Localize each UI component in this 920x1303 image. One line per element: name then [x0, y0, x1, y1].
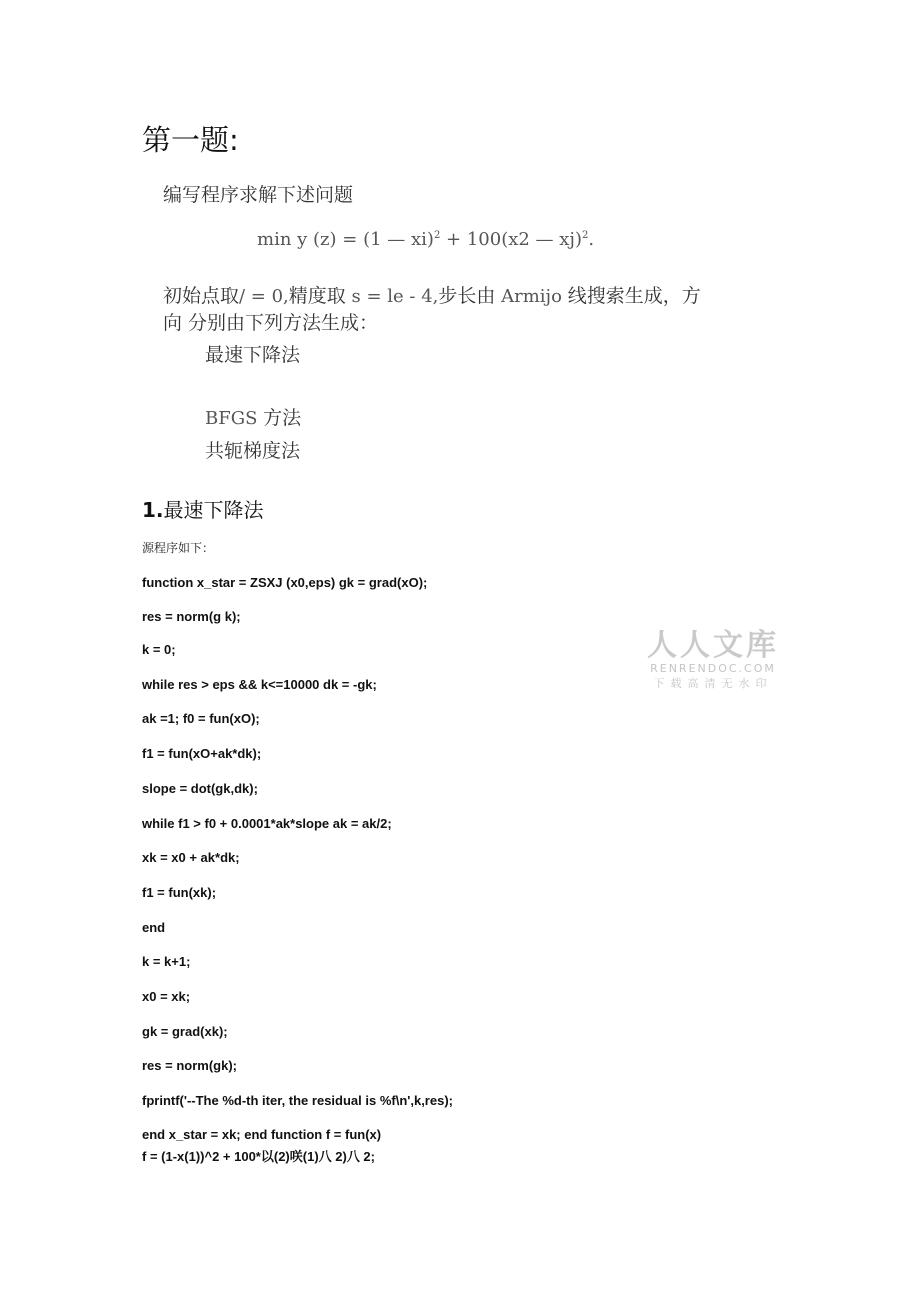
method-bfgs: [205, 403, 301, 430]
formula-part-1: min y (z) = (1 — xi): [257, 229, 434, 250]
code-line: end: [142, 920, 166, 935]
code-line: xk = x0 + ak*dk;: [142, 850, 240, 865]
cond-b: / = 0,: [239, 286, 289, 307]
code-line: res = norm(gk);: [142, 1058, 237, 1073]
formula-exponent-1: 2: [433, 230, 441, 241]
objective-formula: [257, 229, 594, 250]
code-line: x0 = xk;: [142, 989, 191, 1004]
code-line: gk = grad(xk);: [142, 1024, 228, 1039]
conditions-paragraph: [163, 283, 701, 337]
section-heading: [142, 494, 264, 523]
page-title: 第一题:: [142, 123, 239, 157]
code-line: end x_star = xk; end function f = fun(x): [142, 1127, 382, 1142]
watermark-tagline: 下载高清无水印: [653, 677, 773, 690]
problem-intro: 编写程序求解下述问题: [163, 184, 354, 206]
code-line: function x_star = ZSXJ (x0,eps) gk = grad(xO);: [142, 575, 428, 590]
method-steepest-descent: 最速下降法: [205, 344, 301, 366]
section-title: 最速下降法: [163, 498, 264, 522]
method-bfgs-name: BFGS: [205, 408, 264, 429]
conditions-line-2: 向 分别由下列方法生成：: [163, 312, 379, 334]
cond-d: s = le - 4,: [345, 286, 439, 307]
watermark: [647, 620, 779, 691]
section-number: 1.: [142, 498, 164, 522]
cond-c: 精度取: [288, 285, 346, 307]
watermark-url: RENRENDOC.COM: [650, 662, 776, 675]
code-line: f1 = fun(xO+ak*dk);: [142, 746, 262, 761]
cond-f: Armijo: [495, 286, 568, 307]
watermark-logo: 人人文库: [647, 628, 779, 663]
formula-part-3: .: [588, 229, 595, 250]
code-line: res = norm(g k);: [142, 609, 241, 624]
method-bfgs-label: 方法: [263, 407, 302, 429]
code-line: ak =1; f0 = fun(xO);: [142, 711, 260, 726]
code-line: while f1 > f0 + 0.0001*ak*slope ak = ak/2;: [142, 816, 392, 831]
conditions-line-1: [163, 283, 701, 310]
cond-a: 初始点取: [163, 285, 240, 307]
method-conjugate-gradient: 共轭梯度法: [205, 440, 301, 462]
source-label: 源程序如下：: [142, 541, 215, 555]
cond-e: 步长由: [438, 285, 496, 307]
code-line: fprintf('--The %d-th iter, the residual is %f\n',k,res);: [142, 1093, 453, 1108]
code-line: while res > eps && k<=10000 dk = -gk;: [142, 677, 377, 692]
code-line: k = k+1;: [142, 954, 191, 969]
code-line: f = (1-x(1))^2 + 100*以(2)咲(1)八 2)八 2;: [142, 1149, 375, 1164]
formula-part-2: + 100(x2 — xj): [440, 229, 583, 250]
formula-exponent-2: 2: [582, 230, 589, 241]
cond-g: 线搜索生成，方: [567, 285, 701, 307]
code-line: slope = dot(gk,dk);: [142, 781, 258, 796]
code-line: k = 0;: [142, 642, 176, 657]
code-line: f1 = fun(xk);: [142, 885, 217, 900]
